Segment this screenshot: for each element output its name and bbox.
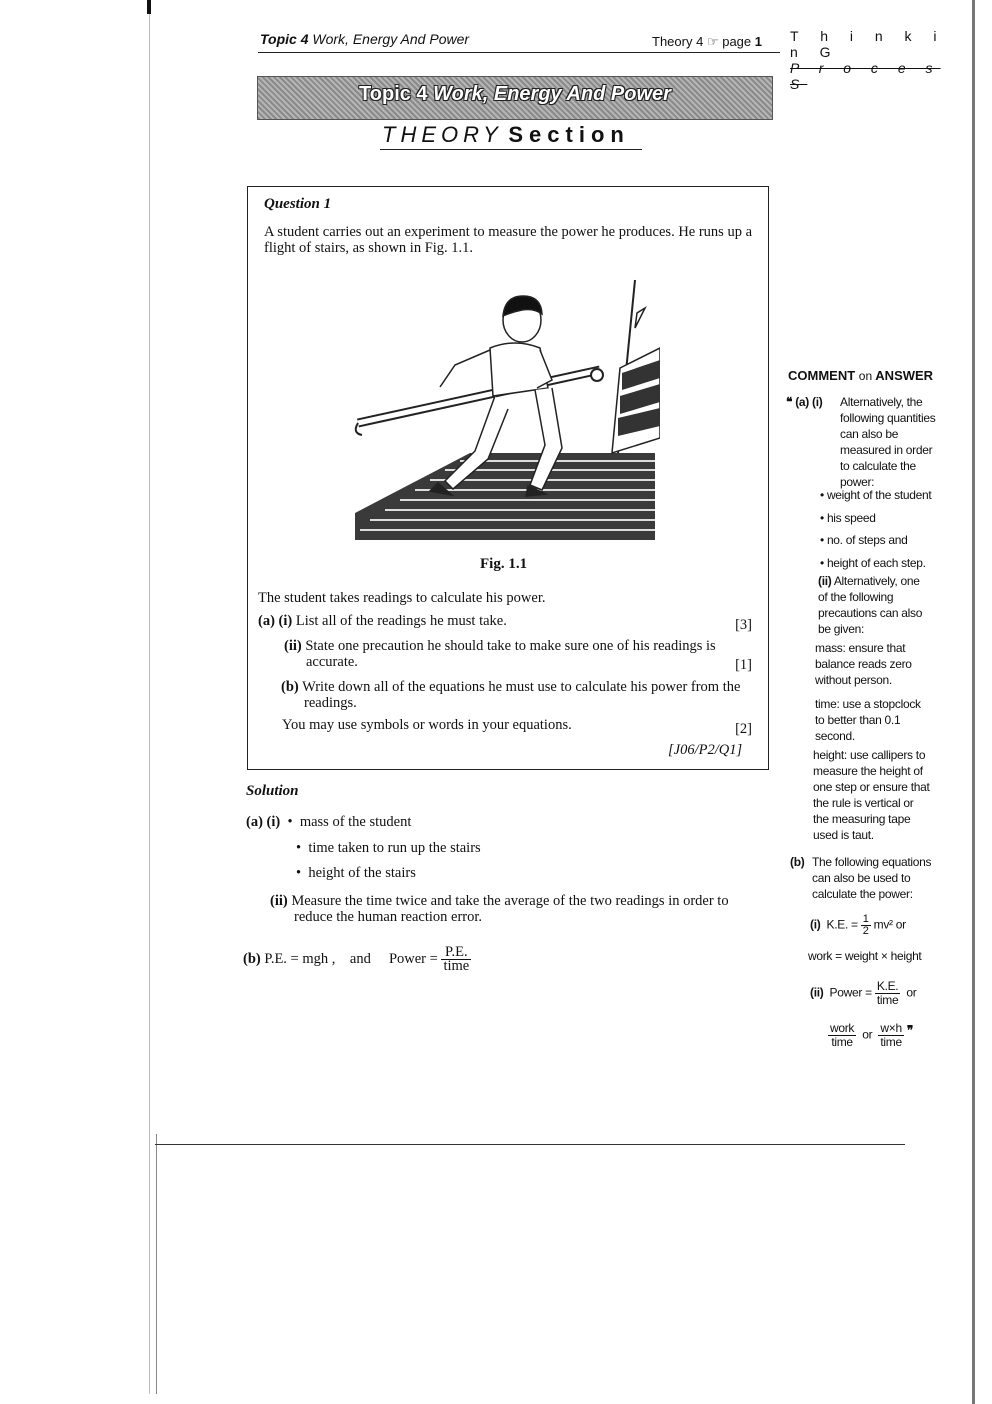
comment-ai-text: Alternatively, the following quantities can also be measured in order to calculate the power: xyxy=(840,395,936,489)
comment-aii-label: (ii) xyxy=(818,574,832,588)
comment-b-i xyxy=(810,914,906,937)
comment-biii-fraction2 xyxy=(878,1022,903,1049)
header-page-num: 1 xyxy=(754,34,762,49)
solution-b-pe: P.E. = mgh , xyxy=(264,950,336,967)
scan-edge-inner xyxy=(156,1134,157,1394)
comment-bi-half-num: 1 xyxy=(862,913,869,925)
comment-bii-num: K.E. xyxy=(876,979,899,993)
comment-b-label: (b) xyxy=(790,855,805,869)
comment-mass: mass: ensure that balance reads zero without person. xyxy=(815,641,912,687)
comment-title xyxy=(788,368,933,383)
solution-a-i xyxy=(246,814,411,830)
comment-bii-den: time xyxy=(876,993,899,1007)
pointing-hand-icon: ☞ xyxy=(706,34,719,49)
header-page-word: page xyxy=(722,34,752,49)
close-quote-icon: ❞ xyxy=(906,1023,914,1037)
banner-text xyxy=(258,83,772,106)
banner-title: Work, Energy And Power xyxy=(433,83,671,105)
comment-height: height: use callipers to measure the height of one step or ensure that the rule is vertical or the measuring tape used is taut. xyxy=(813,748,930,842)
question-b-text: Write down all of the equations he must use to calculate his power from the readings. xyxy=(302,679,741,711)
comment-bi-half-den: 2 xyxy=(862,925,869,937)
question-lead: The student takes readings to calculate his power. xyxy=(258,590,546,606)
question-ai-mark: [3] xyxy=(735,617,752,633)
bullet-icon: • xyxy=(820,533,827,547)
section-word1: THEORY xyxy=(382,122,503,147)
header-topic xyxy=(260,31,469,47)
solution-b-num: P.E. xyxy=(441,946,471,960)
question-aii-mark: [1] xyxy=(735,657,752,673)
question-intro: A student carries out an experiment to measure the power he produces. He runs up a flight of stairs, as shown in Fig. 1.1. xyxy=(264,224,753,256)
question-ai-label: (i) xyxy=(278,613,293,629)
comment-bi-half xyxy=(861,914,871,937)
stairs-figure xyxy=(350,278,660,544)
comment-biii-num2: w×h xyxy=(878,1022,903,1036)
handrail xyxy=(356,369,603,435)
question-aii-label: (ii) xyxy=(284,638,302,654)
comment-aii-text: Alternatively, one of the following precautions can also be given: xyxy=(818,574,923,636)
comment-a-ii xyxy=(818,573,928,637)
comment-bii-label: (ii) xyxy=(810,985,824,1000)
solution-item-3: height of the stairs xyxy=(308,865,416,881)
comment-a-i xyxy=(786,394,936,490)
question-b-note xyxy=(282,717,752,735)
header-topic-num: Topic 4 xyxy=(260,31,309,47)
figure-caption: Fig. 1.1 xyxy=(480,556,528,572)
bullet-icon: • xyxy=(296,865,305,881)
scan-edge-left-line xyxy=(149,14,150,1394)
comment-ai-item-1: weight of the student xyxy=(826,488,932,502)
comment-bii-or: or xyxy=(906,985,917,1000)
brand-line2: P r o c e s S xyxy=(790,60,941,92)
comment-ai-item-row xyxy=(820,507,940,530)
question-b xyxy=(258,679,752,711)
comment-title-on: on xyxy=(858,369,873,383)
header-page-prefix: Theory 4 xyxy=(652,34,704,49)
brand-line1: T h i n k i n G xyxy=(790,28,946,60)
question-b-label: (b) xyxy=(281,679,299,695)
bullet-icon: • xyxy=(820,555,827,570)
section-word2: Section xyxy=(508,122,630,147)
comment-time: time: use a stopclock to better than 0.1 second. xyxy=(815,697,921,743)
question-ai-text: List all of the readings he must take. xyxy=(295,613,507,629)
comment-bi-label: (i) xyxy=(810,917,821,932)
comment-b-ii xyxy=(810,980,917,1007)
comment-a-label: (a) xyxy=(795,395,809,409)
comment-bi-work: work = weight × height xyxy=(808,949,922,963)
solution-b-den: time xyxy=(443,958,470,974)
solution-item-3-row xyxy=(296,865,416,881)
topic-banner xyxy=(257,76,773,120)
solution-item-2: time taken to run up the stairs xyxy=(308,840,481,856)
solution-aii-text: Measure the time twice and take the average of the two readings in order to reduce the human reaction error. xyxy=(291,893,729,925)
solution-ai-label: (i) xyxy=(266,814,281,830)
solution-b-and: and xyxy=(349,950,371,967)
question-b-mark: [2] xyxy=(735,721,752,737)
header-page xyxy=(652,34,762,50)
comment-b-iii xyxy=(828,1022,913,1049)
comment-ai-label: (i) xyxy=(812,395,823,409)
question-b-text2: You may use symbols or words in your equations. xyxy=(282,717,572,733)
solution-item-1: mass of the student xyxy=(299,814,412,830)
comment-b-text: The following equations can also be used to calculate the power: xyxy=(812,855,932,901)
comment-title-bold1: COMMENT xyxy=(788,368,856,383)
scan-edge-left xyxy=(147,0,151,14)
section-heading xyxy=(382,122,630,148)
solution-title: Solution xyxy=(246,783,299,799)
comment-ai-item-row xyxy=(820,552,940,575)
question-a-i xyxy=(258,613,752,631)
bottom-rule xyxy=(155,1144,905,1145)
comment-title-bold2: ANSWER xyxy=(875,368,934,383)
comment-biii-or: or xyxy=(862,1027,873,1042)
open-quote-icon: ❝ xyxy=(786,395,793,409)
solution-b-label: (b) xyxy=(243,950,261,967)
comment-ai-item-2: his speed xyxy=(826,510,876,525)
solution-b xyxy=(243,946,471,973)
comment-bi-ke: K.E. = xyxy=(826,917,858,932)
bullet-icon: • xyxy=(820,488,827,502)
comment-ai-item-4: height of each step. xyxy=(826,555,926,570)
comment-b xyxy=(790,854,935,902)
question-title: Question 1 xyxy=(264,196,332,212)
brand-logo xyxy=(790,28,950,92)
question-a-label: (a) xyxy=(258,613,275,629)
header-topic-name: Work, Energy And Power xyxy=(312,31,470,47)
solution-b-fraction xyxy=(441,946,471,973)
comment-biii-fraction1 xyxy=(828,1022,856,1049)
bullet-icon: • xyxy=(296,840,305,856)
solution-a-ii xyxy=(270,893,756,925)
comment-biii-den2: time xyxy=(880,1035,902,1049)
banner-topic: Topic 4 xyxy=(359,83,428,105)
header-rule xyxy=(258,52,780,53)
comment-bii-fraction xyxy=(875,980,900,1007)
section-rule xyxy=(380,149,642,150)
question-aii-text: State one precaution he should take to make sure one of his readings is accurate. xyxy=(305,638,716,670)
question-a-ii xyxy=(284,638,752,674)
comment-bi-mv: mv² or xyxy=(873,917,906,932)
comment-ai-item-row xyxy=(820,529,940,552)
bullet-icon: • xyxy=(283,814,297,830)
comment-ai-list xyxy=(820,484,940,574)
comment-ai-item-row xyxy=(820,484,940,507)
comment-bii-power: Power = xyxy=(829,985,872,1000)
bullet-icon: • xyxy=(820,510,827,525)
comment-biii-num1: work xyxy=(830,1021,855,1035)
solution-aii-label: (ii) xyxy=(270,893,288,909)
comment-ai-item-3: no. of steps and xyxy=(826,533,908,547)
solution-a-label: (a) xyxy=(246,814,263,830)
scan-edge-right xyxy=(972,0,975,1404)
solution-b-power: Power = xyxy=(388,950,438,967)
comment-biii-den1: time xyxy=(831,1035,853,1049)
solution-item-2-row xyxy=(296,840,481,856)
question-reference: [J06/P2/Q1] xyxy=(668,742,743,758)
